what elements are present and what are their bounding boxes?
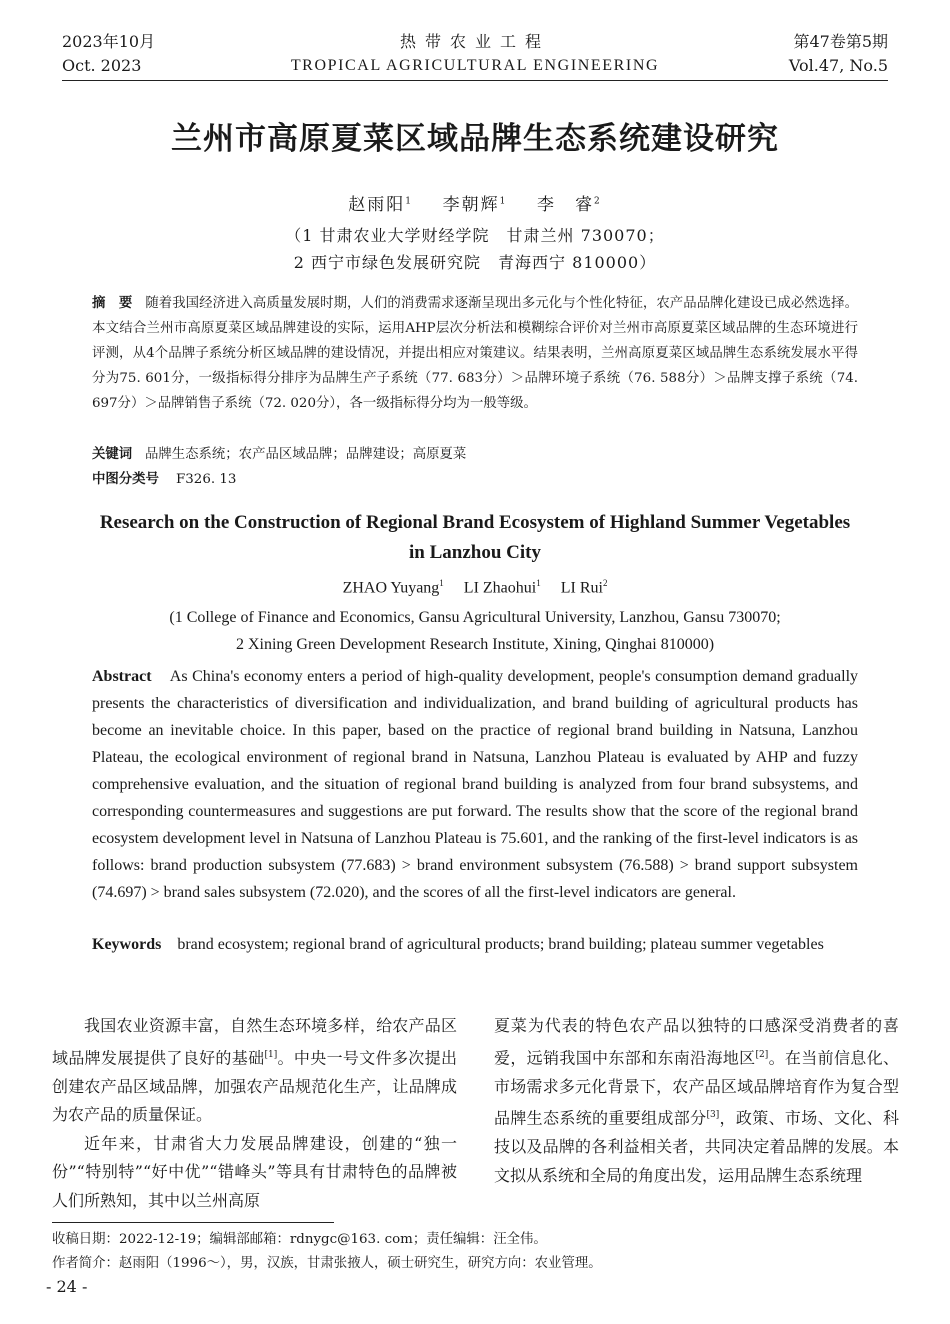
body-text: 夏菜为代表的特色农产品以独特的口感深受消费者的喜爱，远销我国中东部和东南沿海地区 (494, 1016, 899, 1067)
author-affiliation-mark: 1 (499, 196, 508, 207)
header-right (789, 30, 888, 78)
footnote-received: 收稿日期：2022-12-19；编辑部邮箱：rdnygc@163. com；责任编辑：汪全伟。 (52, 1232, 547, 1247)
abstract-text-en: As China's economy enters a period of high-quality development, people's consumption demand gradually presents the characteristics of diversification and individualization, and brand building of agricultural products has become an inevitable choice. In this paper, based on the practice of regional brand building in Natsuna, Lanzhou Plateau, the ecological environment of regional brand in Natsuna, Lanzhou Plateau is evaluated by AHP and fuzzy comprehensive evaluation, and the situation of regional brand building is analyzed from four brand subsystems, and corresponding countermeasures and suggestions are put forward. The results show that the score of the regional brand ecosystem development level in Natsuna of Lanzhou Plateau is 75.601, and the ranking of the first-level indicators is as follows: brand production subsystem (77.683) > brand environment subsystem (76.588) > brand support subsystem (74.697) > brand sales subsystem (72.020), and the scores of all the first-level indicators are general. (92, 668, 859, 901)
body-paragraph (52, 1012, 457, 1130)
keywords-text-cn: 品牌生态系统；农产品区域品牌；品牌建设；高原夏菜 (144, 447, 467, 462)
keywords-en (92, 931, 858, 958)
header-rule (62, 80, 888, 81)
author-name: 李朝辉 (442, 195, 500, 215)
volume-cn: 第47卷第5期 (793, 32, 888, 51)
body-paragraph (52, 1130, 457, 1216)
author-affiliation-mark: 1 (536, 578, 541, 588)
abstract-cn (92, 291, 858, 416)
author-name-en: ZHAO Yuyang (342, 579, 440, 597)
affiliation-line-en: (1 College of Finance and Economics, Gansu Agricultural University, Lanzhou, Gansu 730070; (169, 609, 781, 626)
author-name-en: LI Rui (560, 579, 603, 597)
paper-title-en: Research on the Construction of Regional Brand Ecosystem of Highland Summer Vegetables in Lanzhou City (99, 512, 851, 563)
keywords-cn (92, 443, 466, 467)
affiliations-cn (0, 222, 950, 276)
author-affiliation-mark: 1 (439, 578, 444, 588)
body-column-right (494, 1012, 899, 1190)
citation-link[interactable]: [2] (755, 1049, 769, 1060)
author-name-en: LI Zhaohui (463, 579, 537, 597)
citation-link[interactable]: [1] (264, 1049, 278, 1060)
affiliation-line-en: 2 Xining Green Development Research Institute, Xining, Qinghai 810000) (235, 636, 715, 653)
classification-value: F326. 13 (175, 472, 237, 487)
body-text: 。中央一号文件多次提出创建农产品区域品牌，加强农产品规范化生产，让品牌成为农产品的质量保证。 (52, 1047, 457, 1125)
keywords-text-en: brand ecosystem; regional brand of agricultural products; brand building; plateau summer vegetables (177, 936, 824, 953)
footnote-author-bio: 作者简介：赵雨阳（1996～），男，汉族，甘肃张掖人，硕士研究生，研究方向：农业管理。 (52, 1256, 602, 1271)
affiliation-line: （1 甘肃农业大学财经学院 甘肃兰州 730070； (285, 226, 665, 245)
issue-date-en: Oct. 2023 (62, 56, 142, 75)
keywords-label-cn: 关键词 (92, 447, 133, 462)
author-list-en (0, 578, 950, 597)
paper-title-cn: 兰州市高原夏菜区域品牌生态系统建设研究 (171, 121, 779, 157)
body-column-left (52, 1012, 457, 1215)
body-text: 我国农业资源丰富，自然生态环境多样，给农产品区域品牌发展提供了良好的基础 (52, 1016, 457, 1067)
volume-en: Vol.47, No.5 (788, 56, 888, 75)
citation-link[interactable]: [3] (706, 1110, 720, 1121)
author-name: 赵雨阳 (348, 195, 406, 215)
affiliations-en (0, 604, 950, 658)
body-text: ，政策、市场、文化、科技以及品牌的各利益相关者，共同决定着品牌的发展。本文拟从系统和全局的角度出发，运用品牌生态系统理 (494, 1108, 899, 1185)
abstract-label-cn: 摘 要 (92, 296, 133, 311)
author-name: 李 睿 (536, 195, 594, 215)
journal-name-en: TROPICAL AGRICULTURAL ENGINEERING (290, 57, 660, 74)
body-text: 。在当前信息化、市场需求多元化背景下，农产品区域品牌培育作为复合型品牌生态系统的重要组成部分 (494, 1047, 899, 1128)
affiliation-line: 2 西宁市绿色发展研究院 青海西宁 810000） (293, 253, 657, 272)
author-list-cn (0, 190, 950, 215)
issue-date-cn: 2023年10月 (62, 32, 156, 51)
body-text: 近年来，甘肃省大力发展品牌建设，创建的“独一份”“特别特”“好中优”“错峰头”等具有甘肃特色的品牌被人们所熟知，其中以兰州高原 (52, 1133, 457, 1210)
abstract-text-cn: 随着我国经济进入高质量发展时期，人们的消费需求逐渐呈现出多元化与个性化特征，农产品品牌化建设已成必然选择。本文结合兰州市高原夏菜区域品牌建设的实际，运用AHP层次分析法和模糊综合评价对兰州市高原夏菜区域品牌的生态环境进行评测，从4个品牌子系统分析区域品牌的建设情况，并提出相应对策建议。结果表明，兰州高原夏菜区域品牌生态系统发展水平得分为75. 601分，一级指标得分排序为品牌生产子系统（77. 683分）＞品牌环境子系统（76. 588分）＞品牌支撑子系统（74. 697分）＞品牌销售子系统（72. 020分），各一级指标得分均为一般等级。 (92, 296, 859, 411)
author-affiliation-mark: 1 (405, 196, 413, 207)
abstract-label-en: Abstract (92, 668, 152, 685)
journal-name-cn: 热带农业工程 (399, 32, 550, 51)
page-number: - 24 - (46, 1277, 88, 1296)
keywords-label-en: Keywords (92, 936, 162, 953)
classification-label: 中图分类号 (92, 472, 159, 487)
footnote-rule (52, 1222, 334, 1223)
author-affiliation-mark: 2 (593, 196, 602, 207)
body-paragraph (494, 1012, 899, 1190)
classification-code (92, 468, 236, 492)
abstract-en (92, 663, 858, 906)
author-affiliation-mark: 2 (602, 578, 608, 588)
